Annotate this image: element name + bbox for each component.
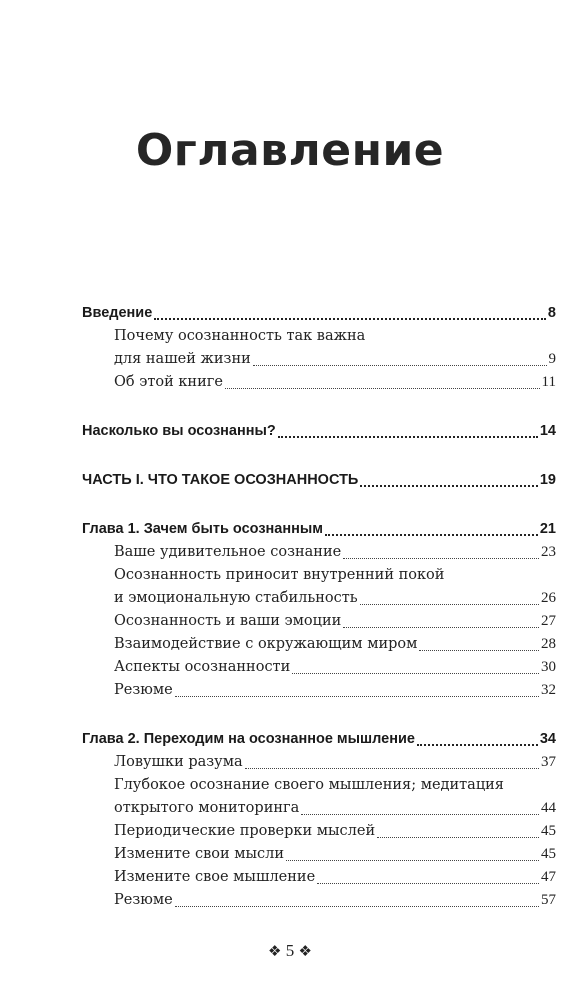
toc-entry-chast-1[interactable] bbox=[82, 469, 556, 492]
dot-leader bbox=[360, 604, 539, 605]
toc-page-number: 14 bbox=[539, 423, 556, 439]
toc-page-number: 30 bbox=[541, 659, 556, 675]
toc-entry-label: Глава 2. Переходим на осознанное мышление bbox=[82, 731, 415, 747]
toc-entry-g2-item-4[interactable] bbox=[82, 843, 556, 866]
toc-entry-label: Периодические проверки мыслей bbox=[114, 823, 376, 839]
toc-page-number: 19 bbox=[539, 472, 556, 488]
toc-entry-g2-item-1[interactable] bbox=[82, 751, 556, 774]
toc-entry-label: Взаимодействие с окружающим миром bbox=[114, 636, 418, 652]
toc-entry-label: Глава 1. Зачем быть осознанным bbox=[82, 521, 323, 537]
toc-entry-glava-2[interactable] bbox=[82, 728, 556, 751]
dot-leader bbox=[225, 388, 540, 389]
toc-entry-g2-item-2-line1[interactable]: Глубокое осознание своего мышления; медитация bbox=[114, 777, 504, 793]
toc-entry-naskolko[interactable] bbox=[82, 420, 556, 443]
dot-leader bbox=[292, 673, 539, 674]
dot-leader bbox=[286, 860, 539, 861]
toc-entry-g2-item-5[interactable] bbox=[82, 866, 556, 889]
toc-page-number: 26 bbox=[541, 590, 556, 606]
toc-entry-pochemu[interactable] bbox=[82, 348, 556, 371]
toc-entry-label: Ваше удивительное сознание bbox=[114, 544, 342, 560]
dot-leader bbox=[360, 485, 538, 487]
toc-entry-label: Измените свои мысли bbox=[114, 846, 285, 862]
dot-leader bbox=[175, 906, 539, 907]
toc-page-number: 8 bbox=[547, 305, 556, 321]
dot-leader bbox=[325, 534, 538, 536]
toc-entry-pochemu-line1[interactable]: Почему осознанность так важна bbox=[114, 328, 366, 344]
toc-entry-glava-1[interactable] bbox=[82, 518, 556, 541]
toc-entry-label: Резюме bbox=[114, 682, 173, 698]
ornament-right-icon: ❖ bbox=[298, 942, 312, 960]
ornament-left-icon: ❖ bbox=[268, 942, 282, 960]
dot-leader bbox=[419, 650, 539, 651]
toc-entry-label: и эмоциональную стабильность bbox=[114, 590, 358, 606]
toc-entry-g1-item-2[interactable] bbox=[82, 587, 556, 610]
toc-page-number: 21 bbox=[539, 521, 556, 537]
dot-leader bbox=[154, 318, 546, 320]
toc-entry-g1-item-1[interactable] bbox=[82, 541, 556, 564]
dot-leader bbox=[417, 744, 538, 746]
toc-page-number: 45 bbox=[541, 823, 556, 839]
toc-entry-label: Об этой книге bbox=[114, 374, 223, 390]
toc-page-number: 11 bbox=[541, 374, 556, 390]
toc-page-number: 34 bbox=[539, 731, 556, 747]
toc-page-number: 28 bbox=[541, 636, 556, 652]
dot-leader bbox=[317, 883, 539, 884]
table-of-contents bbox=[82, 302, 556, 912]
toc-entry-g1-item-2-line1[interactable]: Осознанность приносит внутренний покой bbox=[114, 567, 445, 583]
toc-entry-label: Резюме bbox=[114, 892, 173, 908]
toc-entry-label: Аспекты осознанности bbox=[114, 659, 291, 675]
toc-page-number: 9 bbox=[548, 351, 556, 367]
toc-entry-label: Насколько вы осознанны? bbox=[82, 423, 276, 439]
dot-leader bbox=[245, 768, 539, 769]
toc-entry-g2-item-2[interactable] bbox=[82, 797, 556, 820]
toc-entry-ob-etoy-knige[interactable] bbox=[82, 371, 556, 394]
toc-entry-label: Осознанность и ваши эмоции bbox=[114, 613, 342, 629]
toc-entry-vvedenie[interactable] bbox=[82, 302, 556, 325]
toc-page-number: 37 bbox=[541, 754, 556, 770]
dot-leader bbox=[377, 837, 539, 838]
toc-entry-label: Введение bbox=[82, 305, 153, 321]
toc-page-number: 44 bbox=[541, 800, 556, 816]
toc-entry-g2-item-3[interactable] bbox=[82, 820, 556, 843]
page-title: Оглавление bbox=[135, 125, 445, 177]
page-footer bbox=[0, 941, 580, 961]
dot-leader bbox=[301, 814, 539, 815]
dot-leader bbox=[278, 436, 538, 438]
toc-entry-label: Ловушки разума bbox=[114, 754, 243, 770]
toc-page-number: 47 bbox=[541, 869, 556, 885]
toc-entry-label: открытого мониторинга bbox=[114, 800, 300, 816]
toc-page-number: 32 bbox=[541, 682, 556, 698]
toc-entry-g1-item-3[interactable] bbox=[82, 610, 556, 633]
toc-page-number: 45 bbox=[541, 846, 556, 862]
dot-leader bbox=[343, 627, 539, 628]
toc-entry-label: ЧАСТЬ I. ЧТО ТАКОЕ ОСОЗНАННОСТЬ bbox=[82, 472, 359, 488]
toc-page-number: 23 bbox=[541, 544, 556, 560]
dot-leader bbox=[175, 696, 539, 697]
page-number: 5 bbox=[285, 941, 295, 960]
toc-page-number: 27 bbox=[541, 613, 556, 629]
toc-entry-label: для нашей жизни bbox=[114, 351, 251, 367]
toc-page-number: 57 bbox=[541, 892, 556, 908]
dot-leader bbox=[253, 365, 547, 366]
toc-entry-g1-item-4[interactable] bbox=[82, 633, 556, 656]
dot-leader bbox=[343, 558, 539, 559]
toc-entry-g1-item-6[interactable] bbox=[82, 679, 556, 702]
toc-entry-label: Измените свое мышление bbox=[114, 869, 316, 885]
toc-entry-g1-item-5[interactable] bbox=[82, 656, 556, 679]
toc-entry-g2-item-6[interactable] bbox=[82, 889, 556, 912]
